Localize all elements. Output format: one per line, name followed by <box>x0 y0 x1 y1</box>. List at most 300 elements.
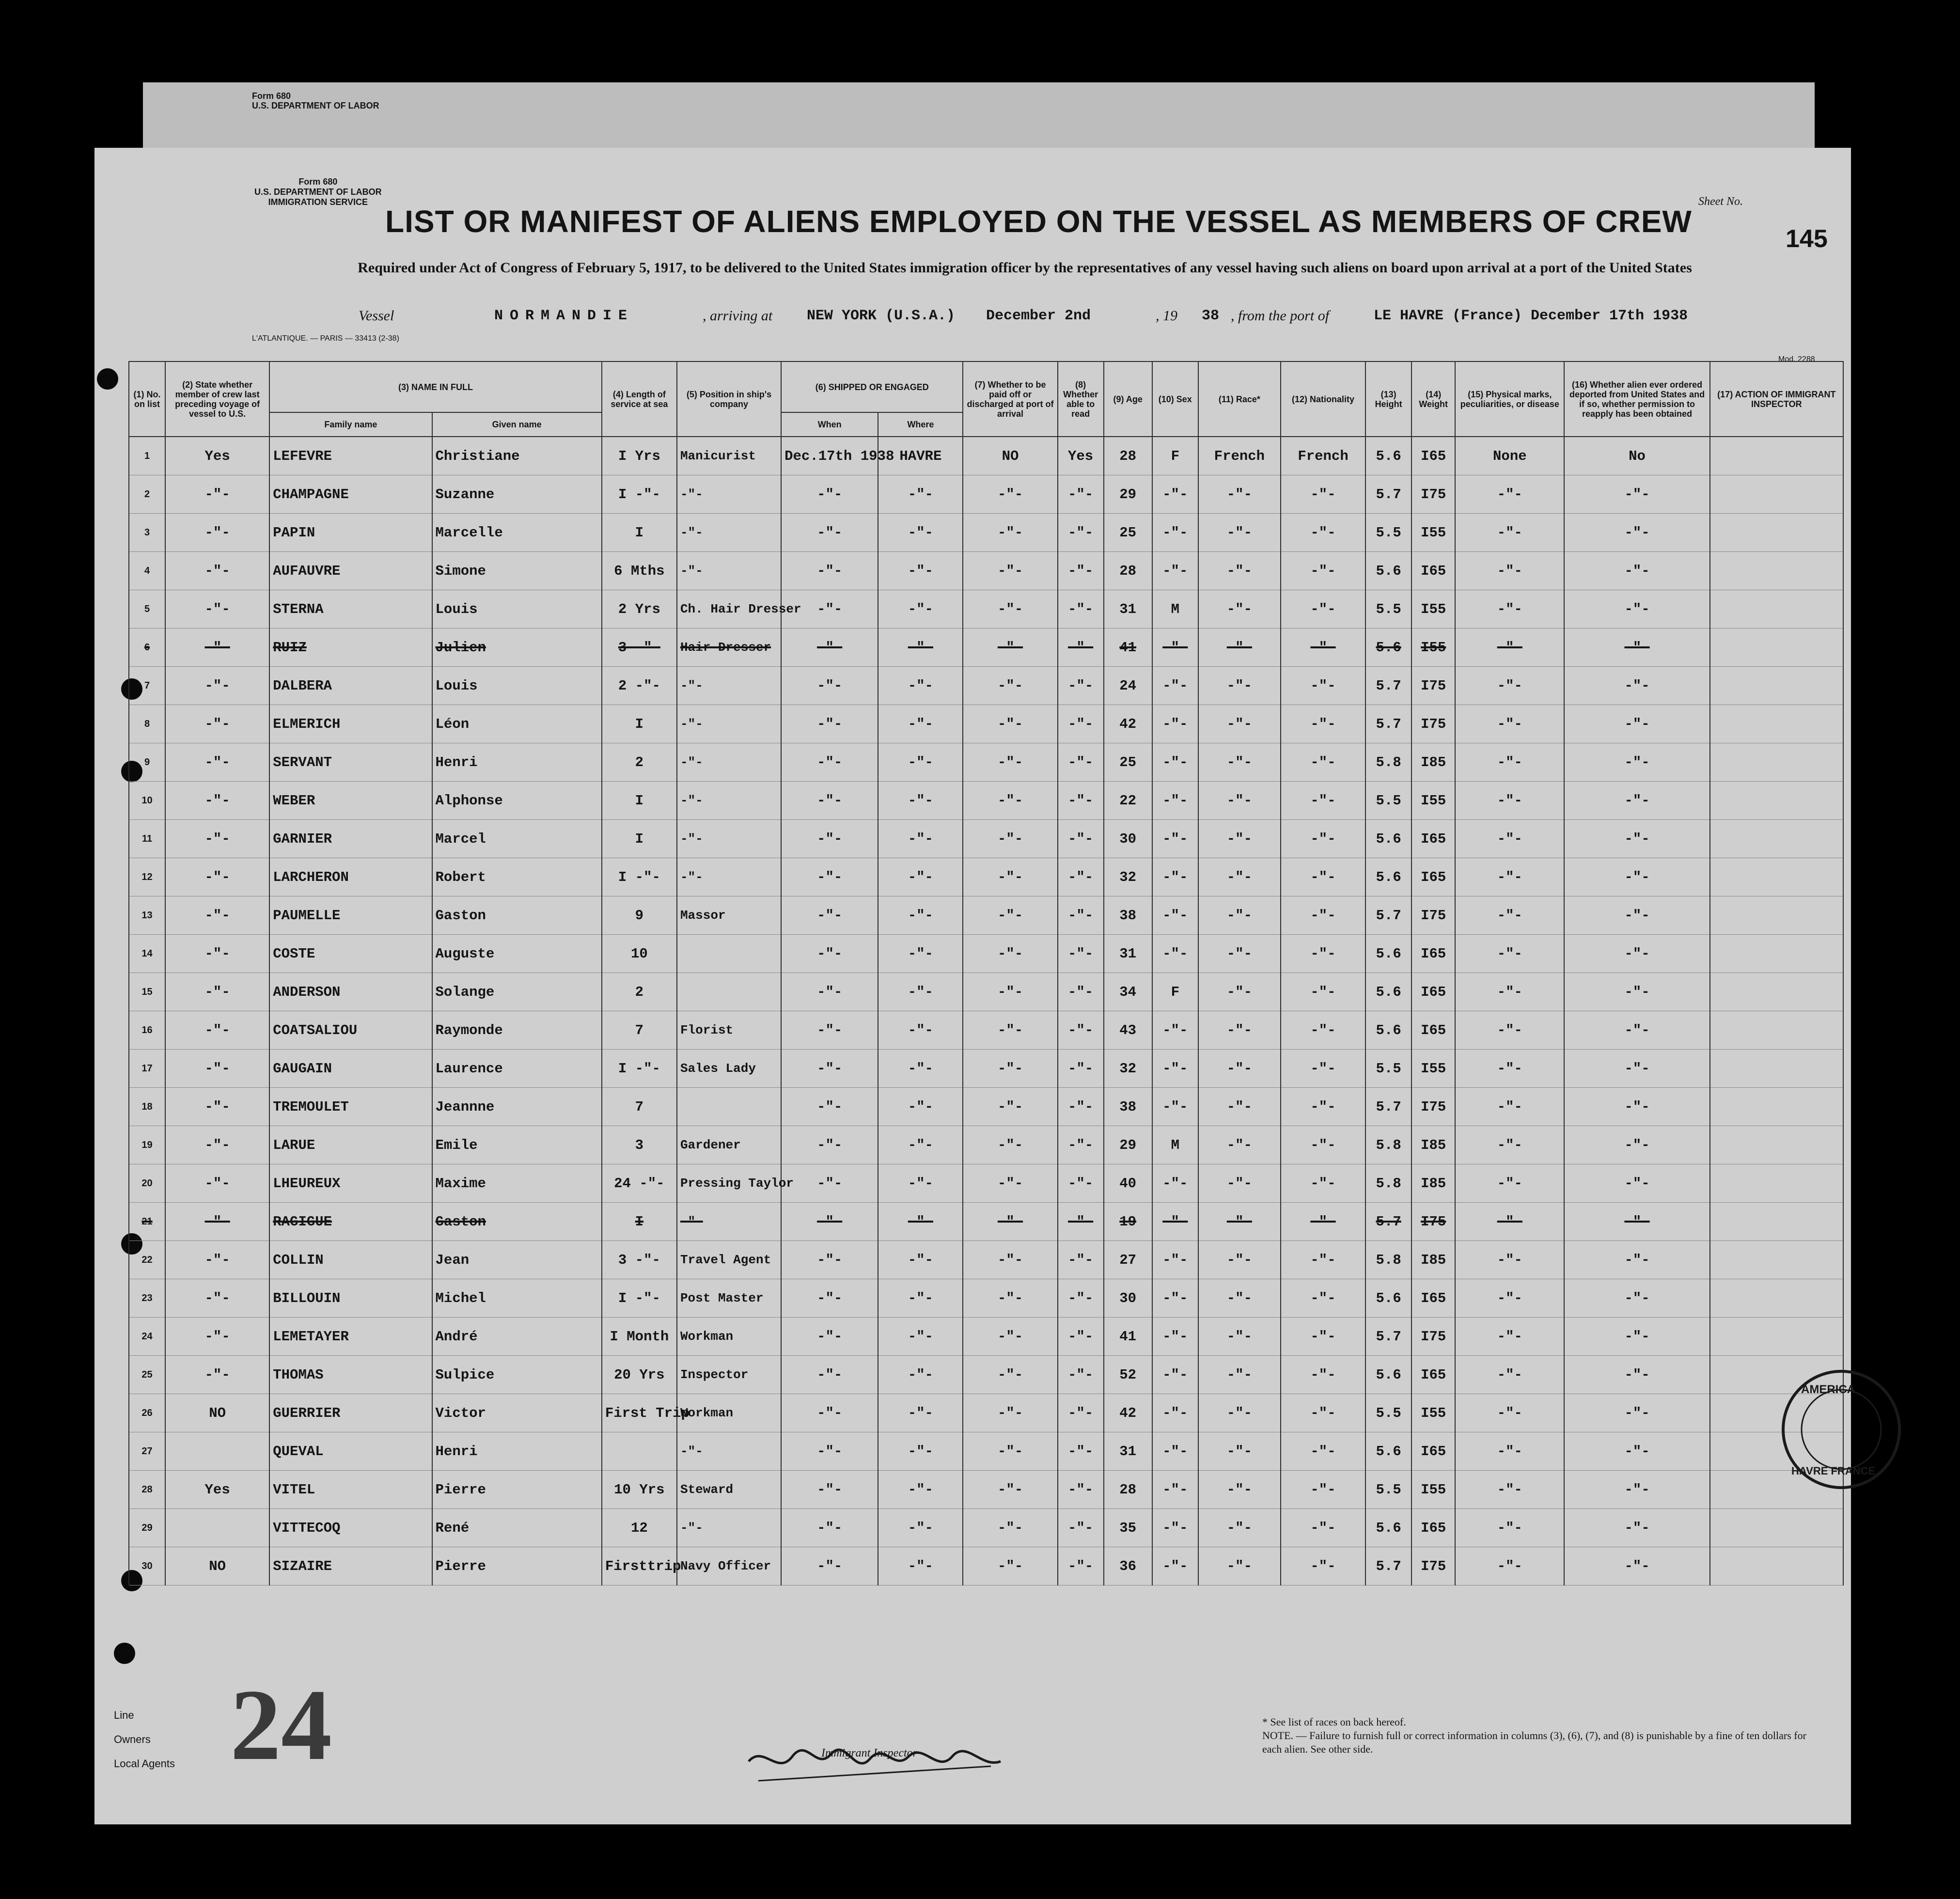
previous-voyage-cell: -"- <box>165 743 269 782</box>
table-row <box>129 590 1843 628</box>
table-row <box>129 705 1843 743</box>
inspection-stamp <box>1776 1364 1876 1495</box>
given-name-cell: Suzanne <box>432 475 602 514</box>
height-cell: 5.5 <box>1365 1050 1411 1088</box>
nationality-cell: -"- <box>1281 667 1365 705</box>
paid-off-cell: -"- <box>963 1318 1057 1356</box>
row-number-cell: 27 <box>129 1432 165 1471</box>
shipped-when-cell: -"- <box>781 1088 878 1126</box>
paid-off-cell: -"- <box>963 1088 1057 1126</box>
row-number-cell: 18 <box>129 1088 165 1126</box>
inspector-action-cell <box>1710 1203 1843 1241</box>
paid-off-cell: -"- <box>963 1164 1057 1203</box>
deported-cell: -"- <box>1564 590 1709 628</box>
family-name-cell: CHAMPAGNE <box>269 475 432 514</box>
able-to-read-cell: -"- <box>1058 590 1104 628</box>
able-to-read-cell: -"- <box>1058 705 1104 743</box>
able-to-read-cell: -"- <box>1058 628 1104 667</box>
previous-voyage-cell: -"- <box>165 1088 269 1126</box>
deported-cell: -"- <box>1564 514 1709 552</box>
col-header-where: Where <box>878 412 963 437</box>
table-row <box>129 628 1843 667</box>
able-to-read-cell: -"- <box>1058 514 1104 552</box>
table-row <box>129 1164 1843 1203</box>
nationality-cell: -"- <box>1281 1356 1365 1394</box>
paid-off-cell: -"- <box>963 667 1057 705</box>
departure-port: LE HAVRE (France) December 17th 1938 <box>1374 308 1688 324</box>
shipped-when-cell: -"- <box>781 1471 878 1509</box>
sex-cell: -"- <box>1152 705 1198 743</box>
physical-marks-cell: -"- <box>1455 590 1564 628</box>
weight-cell: I55 <box>1411 628 1455 667</box>
family-name-cell: AUFAUVRE <box>269 552 432 590</box>
shipped-where-cell: -"- <box>878 743 963 782</box>
race-cell: -"- <box>1198 552 1281 590</box>
able-to-read-cell: -"- <box>1058 475 1104 514</box>
service-length-cell: I -"- <box>602 1279 677 1318</box>
arrival-date: December 2nd <box>986 308 1091 324</box>
nationality-cell: -"- <box>1281 935 1365 973</box>
shipped-where-cell: -"- <box>878 935 963 973</box>
col-header-previous-voyage: (2) State whether member of crew last preceding voyage of vessel to U.S. <box>165 361 269 437</box>
family-name-cell: GUERRIER <box>269 1394 432 1432</box>
weight-cell: I75 <box>1411 1547 1455 1585</box>
able-to-read-cell: -"- <box>1058 1318 1104 1356</box>
deported-cell: -"- <box>1564 628 1709 667</box>
able-to-read-cell: -"- <box>1058 973 1104 1011</box>
printer-line: L'ATLANTIQUE. — PARIS — 33413 (2-38) <box>252 334 399 343</box>
sex-cell: -"- <box>1152 858 1198 896</box>
position-cell: Ch. Hair Dresser <box>677 590 781 628</box>
sex-cell: F <box>1152 973 1198 1011</box>
row-number-cell: 21 <box>129 1203 165 1241</box>
shipped-when-cell: -"- <box>781 743 878 782</box>
previous-voyage-cell: -"- <box>165 1050 269 1088</box>
previous-voyage-cell: -"- <box>165 896 269 935</box>
age-cell: 28 <box>1104 437 1152 475</box>
given-name-cell: Christiane <box>432 437 602 475</box>
given-name-cell: Solange <box>432 973 602 1011</box>
age-cell: 28 <box>1104 1471 1152 1509</box>
race-cell: -"- <box>1198 1509 1281 1547</box>
physical-marks-cell: -"- <box>1455 705 1564 743</box>
height-cell: 5.7 <box>1365 667 1411 705</box>
physical-marks-cell: -"- <box>1455 1509 1564 1547</box>
inspector-action-cell <box>1710 896 1843 935</box>
inspector-action-cell <box>1710 858 1843 896</box>
weight-cell: I65 <box>1411 935 1455 973</box>
height-cell: 5.8 <box>1365 1164 1411 1203</box>
paid-off-cell: -"- <box>963 628 1057 667</box>
height-cell: 5.7 <box>1365 1318 1411 1356</box>
shipped-when-cell: -"- <box>781 1432 878 1471</box>
service-length-cell: Firsttrip <box>602 1547 677 1585</box>
row-number-cell: 10 <box>129 782 165 820</box>
shipped-where-cell: -"- <box>878 1471 963 1509</box>
position-cell: Manicurist <box>677 437 781 475</box>
previous-voyage-cell: -"- <box>165 1164 269 1203</box>
race-cell: -"- <box>1198 1279 1281 1318</box>
able-to-read-cell: -"- <box>1058 552 1104 590</box>
nationality-cell: -"- <box>1281 1279 1365 1318</box>
shipped-where-cell: -"- <box>878 1547 963 1585</box>
sex-cell: F <box>1152 437 1198 475</box>
shipped-when-cell: -"- <box>781 935 878 973</box>
family-name-cell: VITEL <box>269 1471 432 1509</box>
previous-voyage-cell: -"- <box>165 1356 269 1394</box>
given-name-cell: Laurence <box>432 1050 602 1088</box>
sex-cell: -"- <box>1152 743 1198 782</box>
deported-cell: -"- <box>1564 896 1709 935</box>
deported-cell: -"- <box>1564 935 1709 973</box>
previous-voyage-cell: -"- <box>165 1203 269 1241</box>
shipped-where-cell: -"- <box>878 667 963 705</box>
able-to-read-cell: -"- <box>1058 743 1104 782</box>
previous-voyage-cell: -"- <box>165 1011 269 1050</box>
col-header-paid-off: (7) Whether to be paid off or discharged at port of arrival <box>963 361 1057 437</box>
shipped-when-cell: -"- <box>781 1509 878 1547</box>
physical-marks-cell: -"- <box>1455 1050 1564 1088</box>
previous-voyage-cell: -"- <box>165 514 269 552</box>
family-name-cell: BILLOUIN <box>269 1279 432 1318</box>
age-cell: 30 <box>1104 1279 1152 1318</box>
sex-cell: M <box>1152 1126 1198 1164</box>
col-header-shipped: (6) SHIPPED OR ENGAGED <box>781 361 963 412</box>
position-cell: Sales Lady <box>677 1050 781 1088</box>
physical-marks-cell: -"- <box>1455 1471 1564 1509</box>
footer-notes <box>1262 1715 1819 1756</box>
race-cell: -"- <box>1198 1547 1281 1585</box>
physical-marks-cell: -"- <box>1455 1279 1564 1318</box>
sex-cell: -"- <box>1152 1203 1198 1241</box>
inspector-action-cell <box>1710 437 1843 475</box>
paid-off-cell: -"- <box>963 1394 1057 1432</box>
able-to-read-cell: -"- <box>1058 1356 1104 1394</box>
sex-cell: -"- <box>1152 667 1198 705</box>
row-number-cell: 1 <box>129 437 165 475</box>
race-cell: French <box>1198 437 1281 475</box>
table-row <box>129 1011 1843 1050</box>
physical-marks-cell: -"- <box>1455 1432 1564 1471</box>
height-cell: 5.6 <box>1365 1279 1411 1318</box>
race-cell: -"- <box>1198 1050 1281 1088</box>
table-row <box>129 1088 1843 1126</box>
row-number-cell: 6 <box>129 628 165 667</box>
sex-cell: -"- <box>1152 1279 1198 1318</box>
previous-voyage-cell: -"- <box>165 820 269 858</box>
able-to-read-cell: -"- <box>1058 1126 1104 1164</box>
service-length-cell: I -"- <box>602 858 677 896</box>
shipped-when-cell: -"- <box>781 1356 878 1394</box>
service-length-cell: I <box>602 1203 677 1241</box>
race-cell: -"- <box>1198 590 1281 628</box>
previous-voyage-cell: -"- <box>165 475 269 514</box>
nationality-cell: -"- <box>1281 552 1365 590</box>
table-row <box>129 973 1843 1011</box>
physical-marks-cell: -"- <box>1455 1241 1564 1279</box>
table-row <box>129 1547 1843 1585</box>
service-length-cell: 12 <box>602 1509 677 1547</box>
service-length-cell: 3 <box>602 1126 677 1164</box>
shipped-when-cell: -"- <box>781 514 878 552</box>
col-header-deported: (16) Whether alien ever ordered deported from United States and if so, whether permission to reapply has been obtained <box>1564 361 1709 437</box>
shipped-when-cell: -"- <box>781 1279 878 1318</box>
weight-cell: I75 <box>1411 475 1455 514</box>
col-header-name: (3) NAME IN FULL <box>269 361 602 412</box>
able-to-read-cell: -"- <box>1058 1279 1104 1318</box>
row-number-cell: 14 <box>129 935 165 973</box>
table-row <box>129 782 1843 820</box>
weight-cell: I75 <box>1411 1318 1455 1356</box>
position-cell: Post Master <box>677 1279 781 1318</box>
age-cell: 29 <box>1104 475 1152 514</box>
age-cell: 35 <box>1104 1509 1152 1547</box>
col-header-able-to-read: (8) Whether able to read <box>1058 361 1104 437</box>
position-cell: Navy Officer <box>677 1547 781 1585</box>
age-cell: 43 <box>1104 1011 1152 1050</box>
physical-marks-cell: -"- <box>1455 1126 1564 1164</box>
height-cell: 5.6 <box>1365 1509 1411 1547</box>
weight-cell: I65 <box>1411 858 1455 896</box>
service-length-cell: 2 <box>602 973 677 1011</box>
nationality-cell: -"- <box>1281 1011 1365 1050</box>
position-cell: -"- <box>677 667 781 705</box>
given-name-cell: Pierre <box>432 1547 602 1585</box>
given-name-cell: Henri <box>432 1432 602 1471</box>
height-cell: 5.7 <box>1365 1203 1411 1241</box>
sex-cell: -"- <box>1152 628 1198 667</box>
able-to-read-cell: Yes <box>1058 437 1104 475</box>
service-length-cell: I Month <box>602 1318 677 1356</box>
service-length-cell: 10 Yrs <box>602 1471 677 1509</box>
deported-cell: -"- <box>1564 1203 1709 1241</box>
height-cell: 5.5 <box>1365 1394 1411 1432</box>
able-to-read-cell: -"- <box>1058 1547 1104 1585</box>
position-cell: Workman <box>677 1318 781 1356</box>
race-cell: -"- <box>1198 782 1281 820</box>
arrival-year: 38 <box>1202 308 1220 324</box>
shipped-where-cell: -"- <box>878 820 963 858</box>
col-header-when: When <box>781 412 878 437</box>
sex-cell: -"- <box>1152 1432 1198 1471</box>
shipped-where-cell: -"- <box>878 475 963 514</box>
weight-cell: I65 <box>1411 437 1455 475</box>
inspector-action-cell <box>1710 667 1843 705</box>
previous-voyage-cell: -"- <box>165 628 269 667</box>
paid-off-cell: -"- <box>963 514 1057 552</box>
row-number-cell: 16 <box>129 1011 165 1050</box>
shipped-where-cell: -"- <box>878 782 963 820</box>
height-cell: 5.5 <box>1365 590 1411 628</box>
family-name-cell: PAUMELLE <box>269 896 432 935</box>
family-name-cell: GAUGAIN <box>269 1050 432 1088</box>
deported-cell: -"- <box>1564 973 1709 1011</box>
table-row <box>129 1203 1843 1241</box>
age-cell: 38 <box>1104 1088 1152 1126</box>
shipped-where-cell: HAVRE <box>878 437 963 475</box>
age-cell: 27 <box>1104 1241 1152 1279</box>
previous-voyage-cell: -"- <box>165 1318 269 1356</box>
paid-off-cell: -"- <box>963 705 1057 743</box>
position-cell: Steward <box>677 1471 781 1509</box>
nationality-cell: -"- <box>1281 1547 1365 1585</box>
service-length-cell: I <box>602 782 677 820</box>
paid-off-cell: -"- <box>963 896 1057 935</box>
height-cell: 5.6 <box>1365 935 1411 973</box>
given-name-cell: Simone <box>432 552 602 590</box>
nationality-cell: -"- <box>1281 475 1365 514</box>
weight-cell: I75 <box>1411 705 1455 743</box>
race-cell: -"- <box>1198 628 1281 667</box>
table-row <box>129 437 1843 475</box>
shipped-where-cell: -"- <box>878 1318 963 1356</box>
able-to-read-cell: -"- <box>1058 1050 1104 1088</box>
deported-cell: -"- <box>1564 1050 1709 1088</box>
given-name-cell: Victor <box>432 1394 602 1432</box>
row-number-cell: 17 <box>129 1050 165 1088</box>
position-cell: -"- <box>677 552 781 590</box>
manifest-rows <box>129 437 1843 1585</box>
weight-cell: I65 <box>1411 973 1455 1011</box>
row-number-cell: 26 <box>129 1394 165 1432</box>
shipped-when-cell: -"- <box>781 858 878 896</box>
page-title: LIST OR MANIFEST OF ALIENS EMPLOYED ON THE VESSEL AS MEMBERS OF CREW <box>385 204 1692 239</box>
shipped-when-cell: -"- <box>781 1164 878 1203</box>
age-cell: 38 <box>1104 896 1152 935</box>
service-length-cell: 24 -"- <box>602 1164 677 1203</box>
nationality-cell: -"- <box>1281 1471 1365 1509</box>
act-subtitle: Required under Act of Congress of February 5, 1917, to be delivered to the United States immigration officer by the representatives of any vessel having such aliens on board upon arrival at a port of the United States <box>358 260 1692 276</box>
given-name-cell: Louis <box>432 667 602 705</box>
given-name-cell: Auguste <box>432 935 602 973</box>
year-label: , 19 <box>1156 308 1177 324</box>
family-name-cell: LEFEVRE <box>269 437 432 475</box>
weight-cell: I85 <box>1411 743 1455 782</box>
family-name-cell: ELMERICH <box>269 705 432 743</box>
physical-marks-cell: -"- <box>1455 552 1564 590</box>
paid-off-cell: -"- <box>963 1432 1057 1471</box>
paid-off-cell: -"- <box>963 820 1057 858</box>
nationality-cell: -"- <box>1281 590 1365 628</box>
position-cell: -"- <box>677 705 781 743</box>
col-header-inspector-action: (17) ACTION OF IMMIGRANT INSPECTOR <box>1710 361 1843 437</box>
paid-off-cell: -"- <box>963 1471 1057 1509</box>
previous-voyage-cell: -"- <box>165 782 269 820</box>
binding-hole <box>97 368 118 390</box>
sex-cell: M <box>1152 590 1198 628</box>
shipped-when-cell: -"- <box>781 705 878 743</box>
race-cell: -"- <box>1198 1318 1281 1356</box>
sex-cell: -"- <box>1152 782 1198 820</box>
previous-voyage-cell: Yes <box>165 437 269 475</box>
service-length-cell: 2 Yrs <box>602 590 677 628</box>
sex-cell: -"- <box>1152 1394 1198 1432</box>
paid-off-cell: -"- <box>963 1203 1057 1241</box>
height-cell: 5.7 <box>1365 475 1411 514</box>
inspector-action-cell <box>1710 628 1843 667</box>
height-cell: 5.6 <box>1365 552 1411 590</box>
race-cell: -"- <box>1198 743 1281 782</box>
form-number: Form 680 <box>298 177 338 187</box>
given-name-cell: Henri <box>432 743 602 782</box>
physical-marks-cell: -"- <box>1455 1203 1564 1241</box>
given-name-cell: Pierre <box>432 1471 602 1509</box>
previous-voyage-cell: -"- <box>165 858 269 896</box>
physical-marks-cell: -"- <box>1455 1356 1564 1394</box>
given-name-cell: Alphonse <box>432 782 602 820</box>
age-cell: 40 <box>1104 1164 1152 1203</box>
service-length-cell: 7 <box>602 1088 677 1126</box>
position-cell: -"- <box>677 743 781 782</box>
race-cell: -"- <box>1198 896 1281 935</box>
footer-labels <box>114 1703 175 1776</box>
family-name-cell: SIZAIRE <box>269 1547 432 1585</box>
race-cell: -"- <box>1198 1164 1281 1203</box>
deported-cell: -"- <box>1564 1088 1709 1126</box>
weight-cell: I75 <box>1411 896 1455 935</box>
row-number-cell: 22 <box>129 1241 165 1279</box>
given-name-cell: Marcelle <box>432 514 602 552</box>
row-number-cell: 20 <box>129 1164 165 1203</box>
given-name-cell: Gaston <box>432 1203 602 1241</box>
given-name-cell: Jeannne <box>432 1088 602 1126</box>
position-cell: -"- <box>677 1203 781 1241</box>
shipped-when-cell: -"- <box>781 782 878 820</box>
deported-cell: -"- <box>1564 1164 1709 1203</box>
deported-cell: -"- <box>1564 1394 1709 1432</box>
able-to-read-cell: -"- <box>1058 1471 1104 1509</box>
physical-marks-cell: -"- <box>1455 1547 1564 1585</box>
height-cell: 5.6 <box>1365 1011 1411 1050</box>
nationality-cell: -"- <box>1281 896 1365 935</box>
inspector-action-cell <box>1710 552 1843 590</box>
able-to-read-cell: -"- <box>1058 1432 1104 1471</box>
family-name-cell: COATSALIOU <box>269 1011 432 1050</box>
shipped-where-cell: -"- <box>878 1011 963 1050</box>
shipped-when-cell: -"- <box>781 1050 878 1088</box>
height-cell: 5.5 <box>1365 1471 1411 1509</box>
inspector-action-cell <box>1710 1279 1843 1318</box>
inspector-action-cell <box>1710 1509 1843 1547</box>
service-length-cell: First Trip <box>602 1394 677 1432</box>
sex-cell: -"- <box>1152 552 1198 590</box>
table-row <box>129 743 1843 782</box>
col-header-race: (11) Race* <box>1198 361 1281 437</box>
deported-cell: -"- <box>1564 820 1709 858</box>
height-cell: 5.6 <box>1365 437 1411 475</box>
inspector-action-cell <box>1710 820 1843 858</box>
position-cell: Travel Agent <box>677 1241 781 1279</box>
race-cell: -"- <box>1198 514 1281 552</box>
race-cell: -"- <box>1198 935 1281 973</box>
col-header-service-length: (4) Length of service at sea <box>602 361 677 437</box>
position-cell <box>677 935 781 973</box>
paid-off-cell: -"- <box>963 1356 1057 1394</box>
family-name-cell: RAGIGUE <box>269 1203 432 1241</box>
family-name-cell: TREMOULET <box>269 1088 432 1126</box>
paid-off-cell: -"- <box>963 475 1057 514</box>
family-name-cell: DALBERA <box>269 667 432 705</box>
age-cell: 31 <box>1104 590 1152 628</box>
height-cell: 5.6 <box>1365 1432 1411 1471</box>
model-number: Mod. 2288 <box>1778 355 1815 363</box>
physical-marks-cell: -"- <box>1455 743 1564 782</box>
inspector-action-cell <box>1710 1241 1843 1279</box>
able-to-read-cell: -"- <box>1058 1203 1104 1241</box>
inspector-action-cell <box>1710 782 1843 820</box>
row-number-cell: 13 <box>129 896 165 935</box>
given-name-cell: Maxime <box>432 1164 602 1203</box>
